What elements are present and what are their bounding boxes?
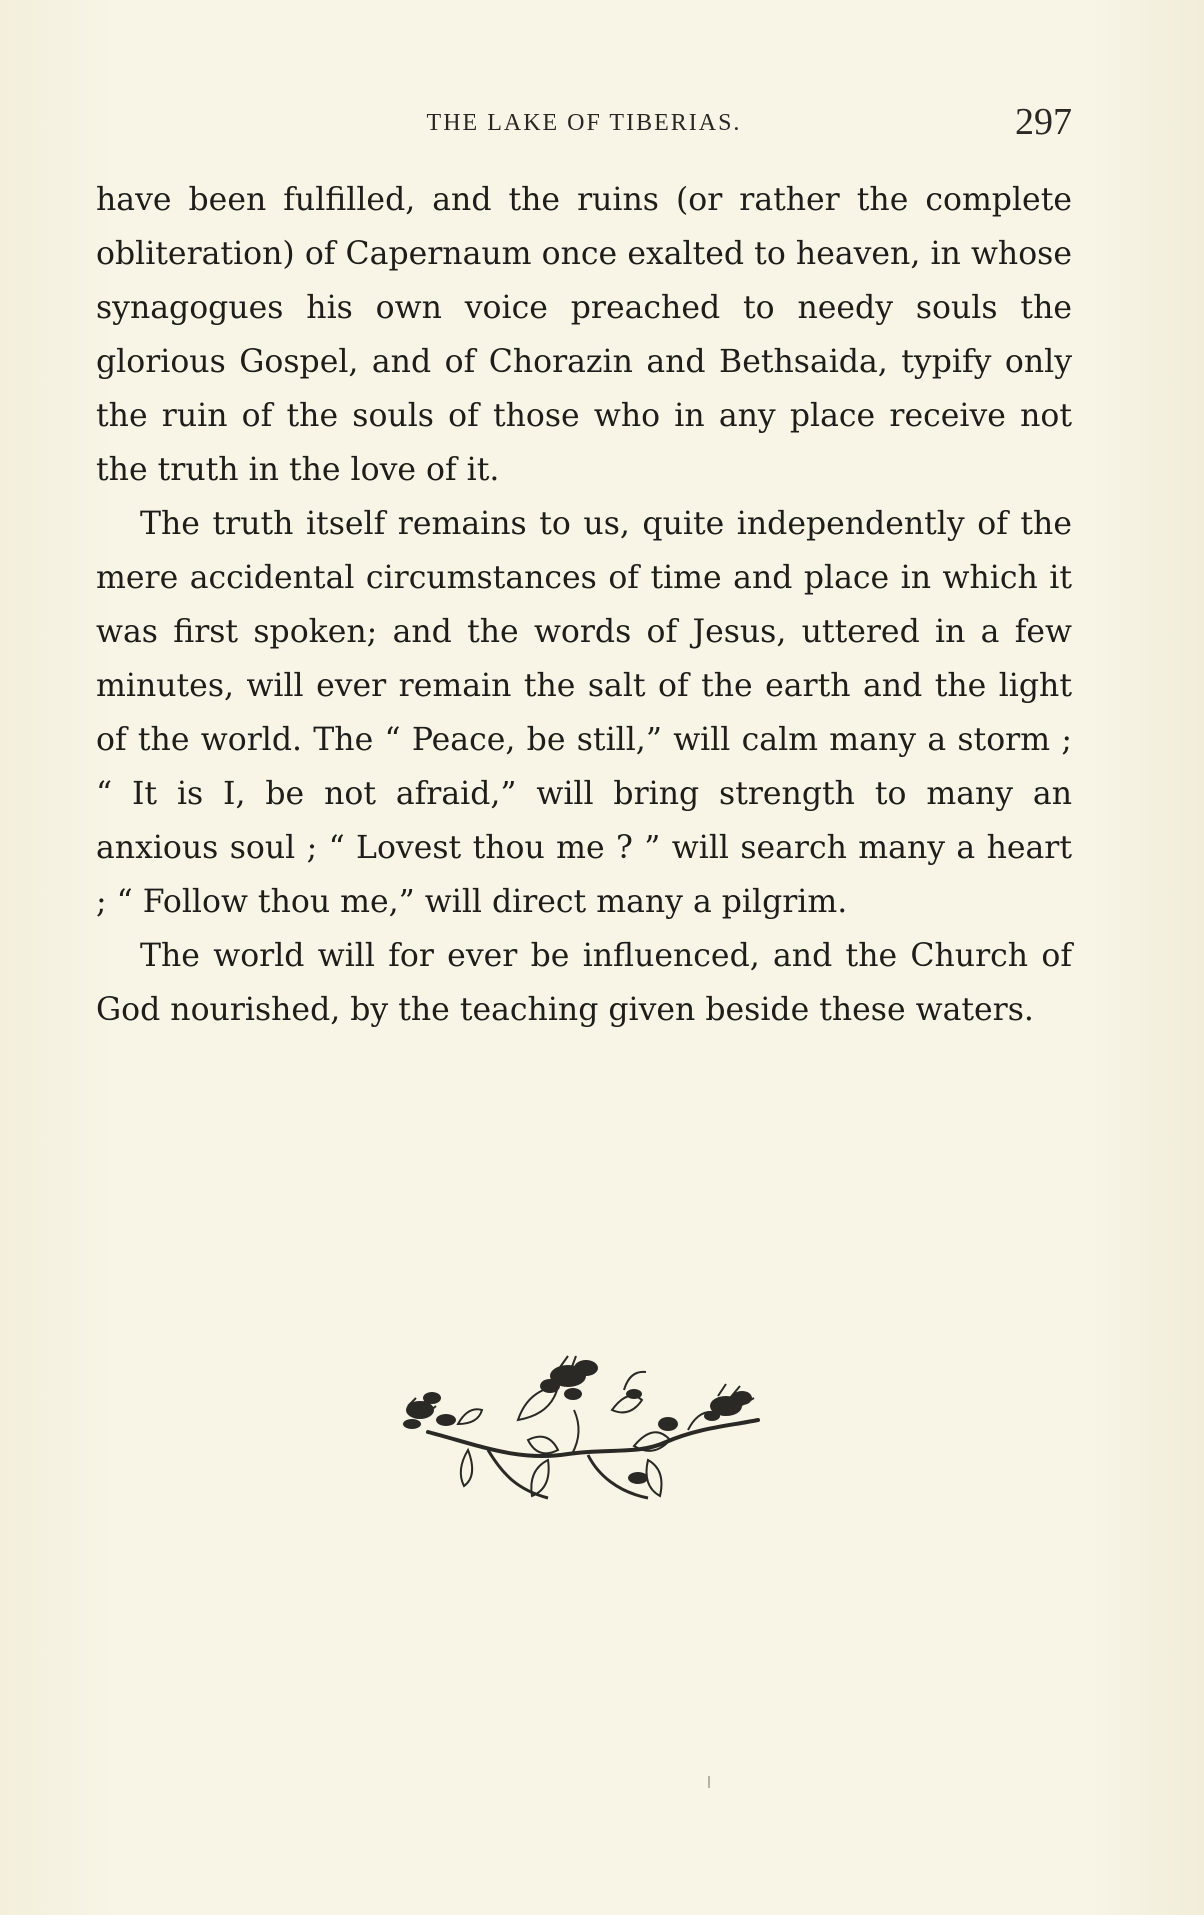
- page-number: 297: [1015, 101, 1072, 143]
- paragraph-1: have been fulfilled, and the ruins (or rather the complete obliteration) of Capernaum once exalted to heaven, in whose synagogues his own voice preached to needy souls the glorious Gospel, and of Chorazin and Bethsaida, typify only the ruin of the souls of those who in any place receive not the truth in the love of it.: [96, 182, 1072, 488]
- body-text: [96, 173, 1072, 1037]
- floral-vignette-icon: [398, 1350, 772, 1516]
- paragraph-3: The world will for ever be influenced, and the Church of God nourished, by the teaching given beside these waters.: [96, 938, 1072, 1028]
- paragraph-2: The truth itself remains to us, quite independently of the mere accidental circumstances of time and place in which it was first spoken; and the words of Jesus, uttered in a few minutes, will ever remain the salt of the earth and the light of the world. The “ Peace, be still,” will calm many a storm ; “ It is I, be not afraid,” will bring strength to many an anxious soul ; “ Lovest thou me ? ” will search many a heart ; “ Follow thou me,” will direct many a pilgrim.: [96, 506, 1072, 920]
- running-head: THE LAKE OF TIBERIAS.: [426, 110, 742, 136]
- page-header: [96, 100, 1072, 152]
- paper-speck: [708, 1776, 710, 1788]
